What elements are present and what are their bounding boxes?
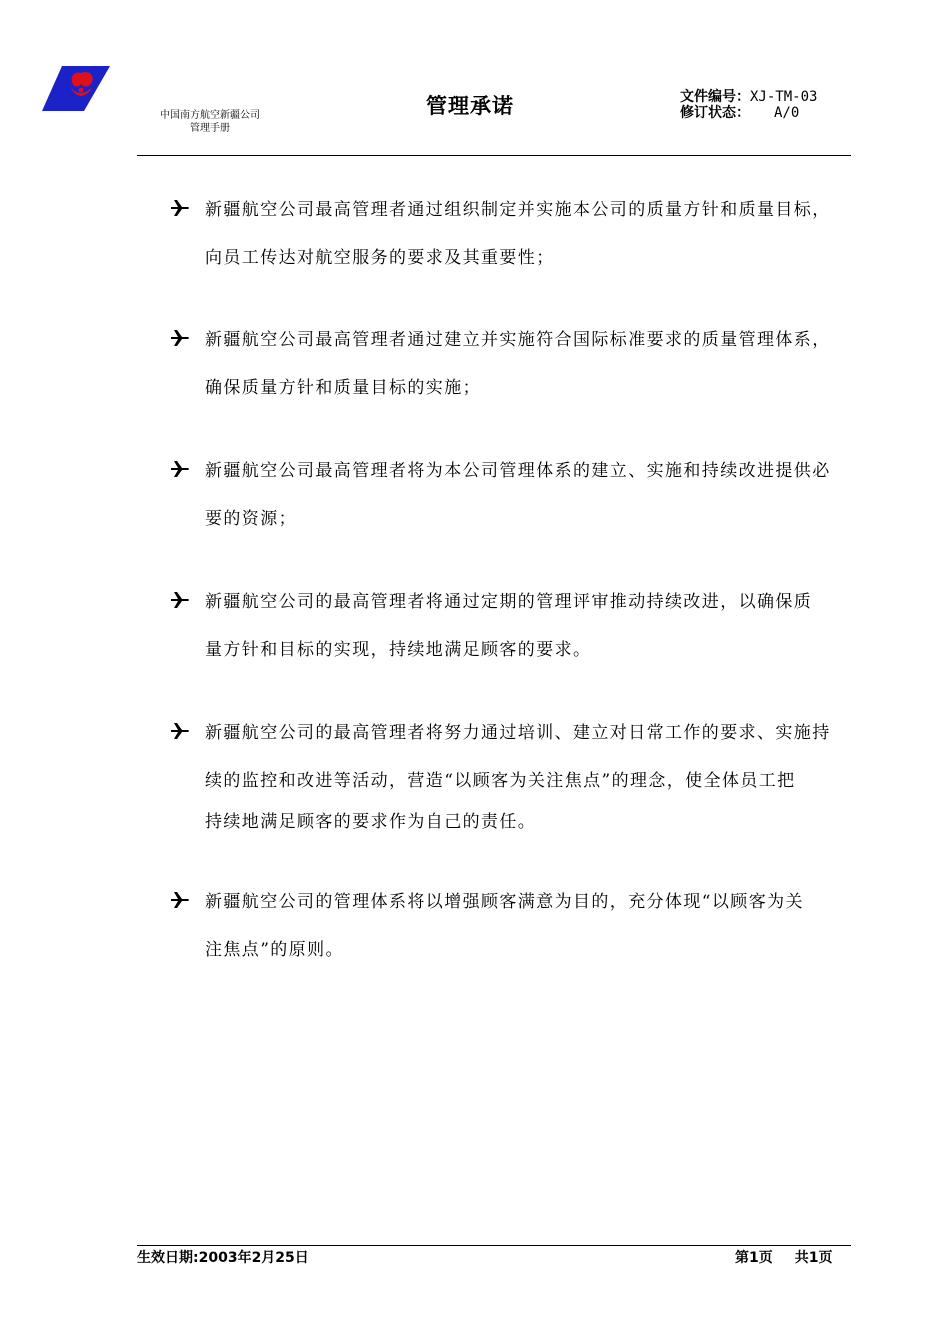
airplane-bullet-icon bbox=[170, 890, 190, 910]
commitment-line: 新疆航空公司最高管理者通过组织制定并实施本公司的质量方针和质量目标， bbox=[205, 200, 831, 220]
airplane-bullet-icon bbox=[170, 459, 190, 479]
commitment-line: 注焦点”的原则。 bbox=[205, 940, 344, 960]
commitment-line: 新疆航空公司最高管理者将为本公司管理体系的建立、实施和持续改进提供必 bbox=[205, 461, 831, 481]
airplane-bullet-icon bbox=[170, 721, 190, 741]
effective-date: 生效日期:2003年2月25日 bbox=[137, 1250, 309, 1266]
commitment-line: 续的监控和改进等活动，营造“以顾客为关注焦点”的理念，使全体员工把 bbox=[205, 771, 796, 791]
commitment-line: 向员工传达对航空服务的要求及其重要性； bbox=[205, 248, 555, 268]
document-info bbox=[680, 89, 817, 121]
revision-label: 修订状态： bbox=[680, 105, 750, 121]
page-indicator bbox=[735, 1247, 833, 1267]
company-name: 中国南方航空新疆公司 bbox=[160, 110, 260, 121]
company-logo bbox=[40, 62, 112, 114]
revision-row bbox=[680, 105, 817, 121]
page-title: 管理承诺 bbox=[426, 94, 514, 118]
page-total: 共1页 bbox=[794, 1250, 833, 1266]
airplane-bullet-icon bbox=[170, 328, 190, 348]
doc-number-value: XJ-TM-03 bbox=[750, 89, 818, 105]
airplane-bullet-icon bbox=[170, 590, 190, 610]
commitment-line: 新疆航空公司的最高管理者将通过定期的管理评审推动持续改进，以确保质 bbox=[205, 592, 813, 612]
commitment-line: 新疆航空公司最高管理者通过建立并实施符合国际标准要求的质量管理体系， bbox=[205, 330, 831, 350]
manual-name: 管理手册 bbox=[190, 123, 230, 134]
airplane-bullet-icon bbox=[170, 198, 190, 218]
page-current: 第1页 bbox=[735, 1250, 773, 1266]
commitment-line: 持续地满足顾客的要求作为自己的责任。 bbox=[205, 812, 537, 832]
commitment-line: 量方针和目标的实现，持续地满足顾客的要求。 bbox=[205, 640, 592, 660]
revision-value: A/0 bbox=[774, 105, 800, 121]
commitment-line: 新疆航空公司的最高管理者将努力通过培训、建立对日常工作的要求、实施持 bbox=[205, 723, 831, 743]
commitment-line: 要的资源； bbox=[205, 509, 297, 529]
doc-number-row bbox=[680, 89, 817, 105]
footer-divider bbox=[137, 1245, 851, 1246]
company-block bbox=[130, 109, 290, 135]
doc-number-label: 文件编号： bbox=[680, 89, 750, 105]
commitment-line: 确保质量方针和质量目标的实施； bbox=[205, 378, 481, 398]
commitment-line: 新疆航空公司的管理体系将以增强顾客满意为目的，充分体现“以顾客为关 bbox=[205, 892, 804, 912]
header-divider bbox=[137, 155, 851, 156]
